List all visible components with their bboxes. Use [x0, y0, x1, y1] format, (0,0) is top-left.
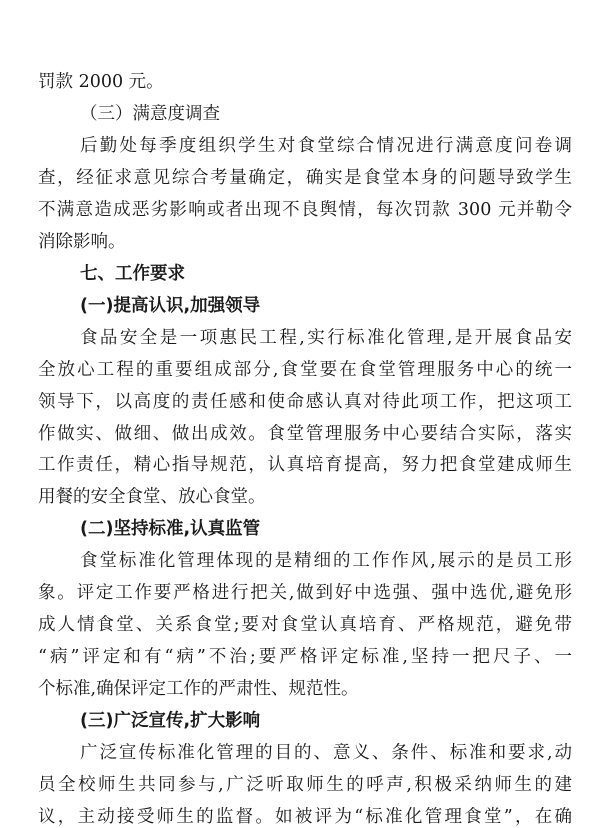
paragraph-line: 全放心工程的重要组成部分,食堂要在食堂管理服务中心的统一 [38, 360, 572, 380]
subsection-heading-publicity: (三)广泛宣传,扩大影响 [80, 711, 261, 731]
paragraph-line: 作做实、做细、做出成效。食堂管理服务中心要结合实际，落实 [38, 424, 572, 444]
paragraph-line: 消除影响。 [38, 232, 126, 252]
paragraph-line: 成人情食堂、关系食堂;要对食堂认真培育、严格规范，避免带 [38, 615, 572, 635]
paragraph-line: 个标准,确保评定工作的严肃性、规范性。 [38, 679, 359, 699]
paragraph-line: 后勤处每季度组织学生对食堂综合情况进行满意度问卷调 [80, 136, 572, 156]
subsection-heading-leadership: (一)提高认识,加强领导 [80, 296, 261, 316]
section-heading-work-requirements: 七、工作要求 [80, 264, 185, 284]
paragraph-line: 用餐的安全食堂、放心食堂。 [38, 487, 266, 507]
paragraph-line: 工作责任，精心指导规范，认真培育提高，努力把食堂建成师生 [38, 455, 572, 475]
paragraph-line: 不满意造成恶劣影响或者出现不良舆情，每次罚款 300 元并勒令 [38, 200, 572, 220]
section-heading-satisfaction: （三）满意度调查 [80, 104, 220, 124]
paragraph-line: 食堂标准化管理体现的是精细的工作作风,展示的是员工形 [80, 551, 572, 571]
subsection-heading-standards: (二)坚持标准,认真监管 [80, 519, 261, 539]
paragraph-line: 查，经征求意见综合考量确定，确实是食堂本身的问题导致学生 [38, 168, 572, 188]
paragraph-line: 领导下，以高度的责任感和使命感认真对待此项工作，把这项工 [38, 392, 572, 412]
paragraph-line: 员全校师生共同参与,广泛听取师生的呼声,积极采纳师生的建 [38, 775, 572, 795]
paragraph-line: 广泛宣传标准化管理的目的、意义、条件、标准和要求,动 [80, 743, 572, 763]
text-line-fine: 罚款 2000 元。 [38, 72, 164, 92]
paragraph-line: “病”评定和有“病”不治;要严格评定标准,坚持一把尺子、一 [38, 647, 572, 667]
paragraph-line: 象。评定工作要严格进行把关,做到好中选强、强中选优,避免形 [38, 583, 572, 603]
paragraph-line: 议，主动接受师生的监督。如被评为“标准化管理食堂”，在确 [38, 807, 572, 827]
paragraph-line: 食品安全是一项惠民工程,实行标准化管理,是开展食品安 [80, 328, 572, 348]
